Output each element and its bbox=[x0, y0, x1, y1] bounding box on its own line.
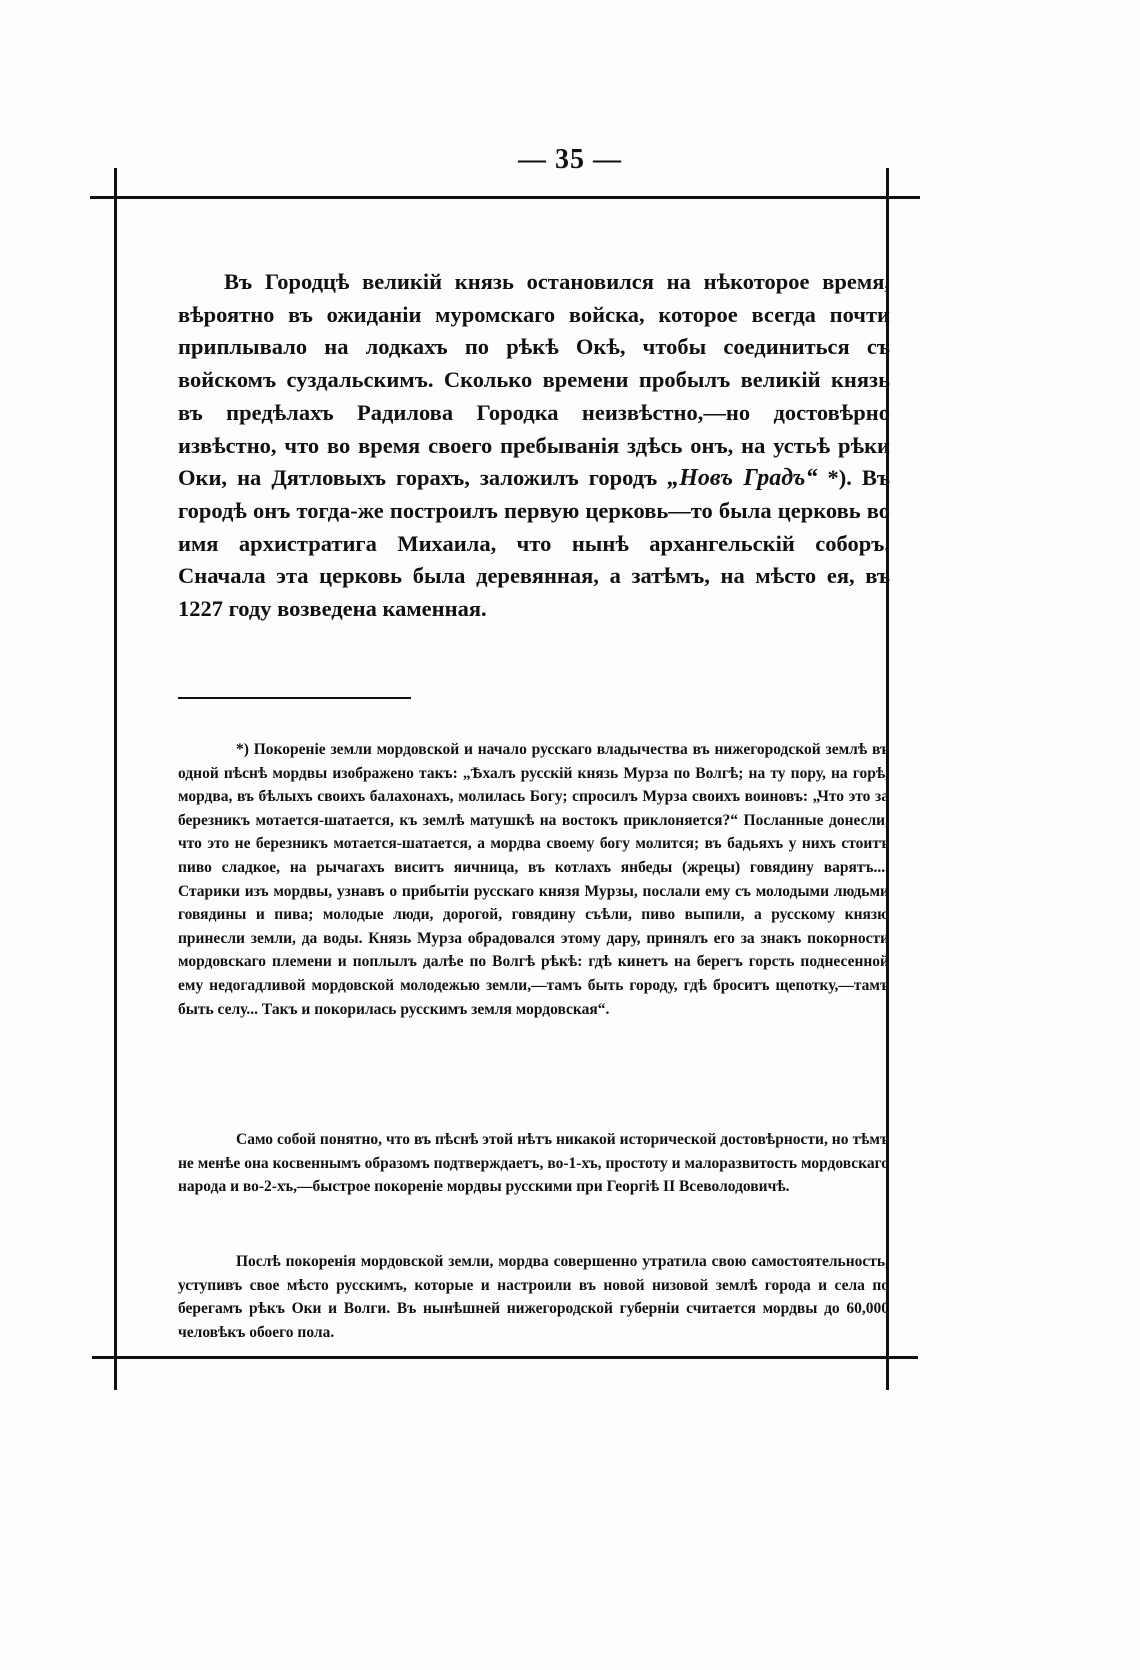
frame-top-rule bbox=[90, 196, 920, 199]
frame-left-rule bbox=[114, 168, 117, 1390]
frame-bottom-rule bbox=[92, 1356, 918, 1359]
main-paragraph bbox=[178, 266, 890, 626]
page-number: — 35 — bbox=[518, 144, 622, 175]
footnote-separator bbox=[178, 697, 411, 699]
footnote-song: *) Покореніе земли мордовской и начало русскаго владычества въ нижегородской землѣ въ одной пѣснѣ мордвы изображено такъ: „Ѣхалъ русскій князь Мурза по Волгѣ; на ту пору, на горѣ, мордва, въ бѣлыхъ своихъ балахонахъ, молилась Богу; спросилъ Мурза своихъ воиновъ: „Что это за березникъ мотается-шатается, къ землѣ матушкѣ на востокъ приклоняется?“ Посланные донесли, что это не березникъ мотается-шатается, а мордва своему богу молится; въ бадьяхъ у нихъ стоитъ пиво сладкое, на рычагахъ виситъ яичница, въ котлахъ янбеды (жрецы) говядину варятъ.... Старики изъ мордвы, узнавъ о прибытіи русскаго князя Мурзы, послали ему съ молодыми людьми говядины и пива; молодые люди, дорогой, говядину съѣли, пиво выпили, а русскому князю принесли земли, да воды. Князь Мурза обрадовался этому дару, принялъ его за знакъ покорности мордовскаго племени и поплылъ далѣе по Волгѣ рѣкѣ: гдѣ кинетъ на берегъ горсть поднесенной ему недогадливой мордовской молодежью земли,—тамъ быть городу, гдѣ броситъ щепотку,—тамъ быть селу... Такъ и покорилась русскимъ земля мордовская“. bbox=[178, 741, 889, 1018]
main-paragraph-part2: *). Въ городѣ онъ тогда-же построилъ первую церковь—то была церковь во имя архистратига Михаила, что нынѣ архангельскій соборъ. Сначала эта церковь была деревянная, а затѣмъ, на мѣсто ея, въ 1227 году возведена каменная. bbox=[178, 465, 890, 622]
footnote-conclusion: Послѣ покоренія мордовской земли, мордва совершенно утратила свою самостоятельность, уступивъ свое мѣсто русскимъ, которые и настроили въ новой низовой землѣ города и села по берегамъ рѣкъ Оки и Волги. Въ нынѣшней нижегородской губерніи считается мордвы до 60,000 человѣкъ обоего пола. bbox=[178, 1253, 889, 1341]
city-name: „Новъ Градъ“ bbox=[667, 465, 818, 492]
footnote-commentary: Само собой понятно, что въ пѣснѣ этой нѣтъ никакой исторической достовѣрности, но тѣмъ не менѣе она косвеннымъ образомъ подтверждаетъ, во-1-хъ, простоту и малоразвитость мордовскаго народа и во-2-хъ,—быстрое покореніе мордвы русскими при Георгіѣ II Всеволодовичѣ. bbox=[178, 1131, 889, 1196]
main-paragraph-part1: Въ Городцѣ великій князь остановился на нѣкоторое время, вѣроятно въ ожиданіи муромскаго войска, которое всегда почти приплывало на лодкахъ по рѣкѣ Окѣ, чтобы соединиться съ войскомъ суздальскимъ. Сколько времени пробылъ великій князь въ предѣлахъ Радилова Городка неизвѣстно,—но достовѣрно извѣстно, что во время своего пребыванія здѣсь онъ, на устьѣ рѣки Оки, на Дятловыхъ горахъ, заложилъ городъ bbox=[178, 269, 890, 491]
